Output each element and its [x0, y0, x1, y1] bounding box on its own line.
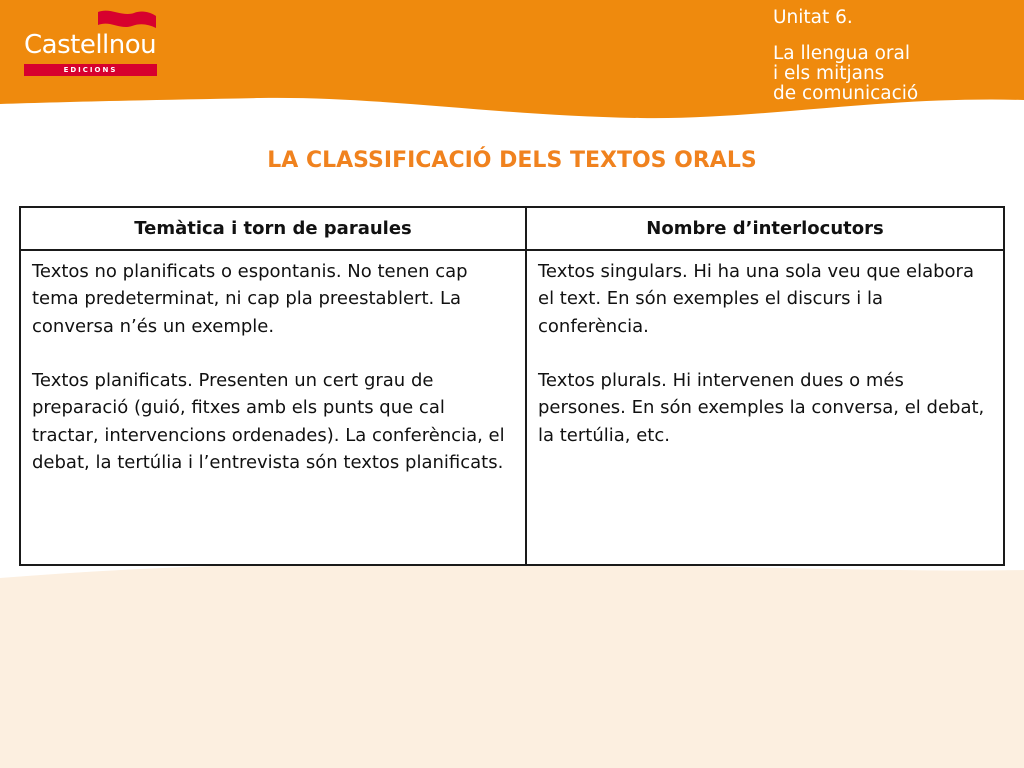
paragraph: Textos planificats. Presenten un cert grau de preparació (guió, fitxes amb els punts que cal tractar, intervencions ordenades). La conferència, el debat, la tertúlia i l’entrevista són textos planificats.: [32, 370, 505, 474]
logo-brand: Castellnou: [24, 30, 157, 60]
logo-subtitle: EDICIONS: [24, 64, 157, 76]
castellnou-logo: [22, 8, 162, 78]
table-cell-tematica: [20, 250, 526, 565]
classification-table: [19, 206, 1005, 566]
unit-info: [773, 8, 1018, 104]
paragraph: Textos singulars. Hi ha una sola veu que elabora el text. En són exemples el discurs i la conferència.: [538, 261, 974, 337]
paragraph: Textos no planificats o espontanis. No tenen cap tema predeterminat, ni cap pla preestablert. La conversa n’és un exemple.: [32, 261, 468, 337]
unit-number: Unitat 6.: [773, 7, 853, 28]
paragraph: Textos plurals. Hi intervenen dues o més persones. En són exemples la conversa, el debat, la tertúlia, etc.: [538, 370, 985, 446]
unit-title-line: La llengua oral: [773, 43, 910, 64]
unit-title-line: i els mitjans: [773, 63, 885, 84]
column-header-interlocutors: Nombre d’interlocutors: [526, 207, 1004, 250]
table-cell-interlocutors: [526, 250, 1004, 565]
column-header-tematica: Temàtica i torn de paraules: [20, 207, 526, 250]
slide-title: LA CLASSIFICACIÓ DELS TEXTOS ORALS: [267, 148, 757, 173]
table-header-row: [20, 207, 1004, 250]
unit-title-line: de comunicació: [773, 83, 919, 104]
table-row: [20, 250, 1004, 565]
bottom-decoration: [0, 560, 1024, 768]
